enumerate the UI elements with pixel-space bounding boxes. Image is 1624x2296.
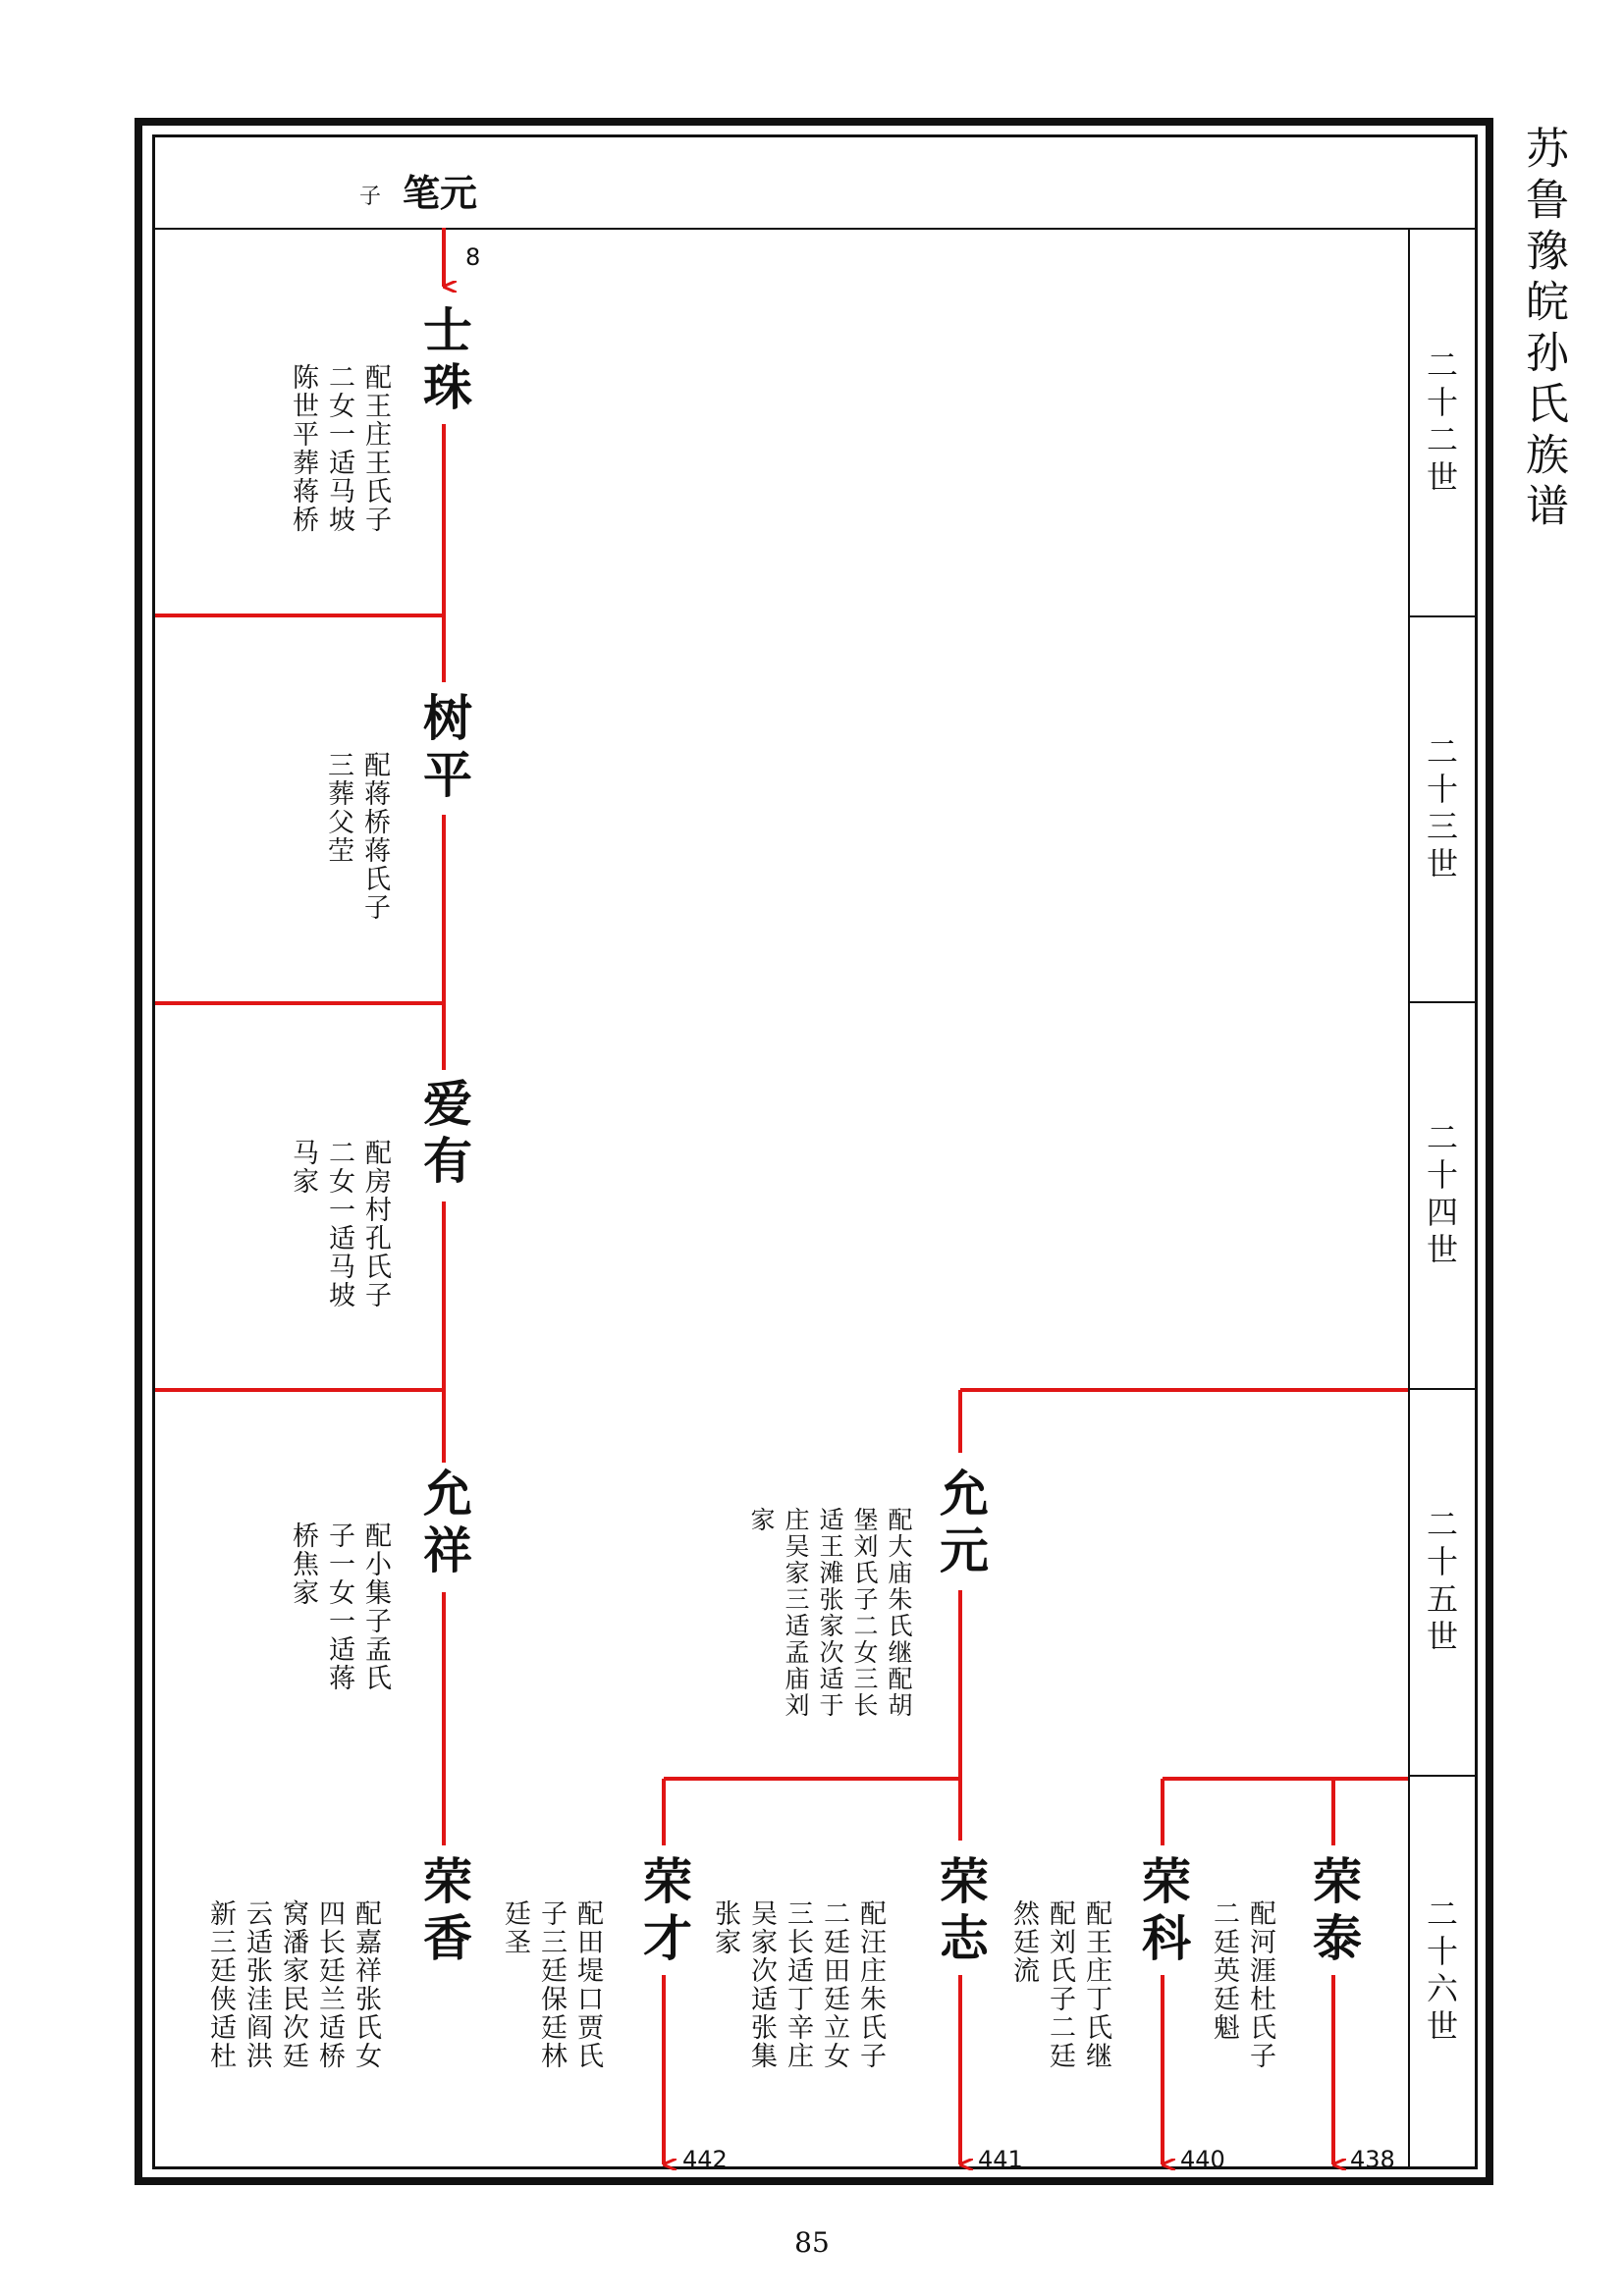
generation-label: 二十五世 — [1422, 1508, 1459, 1657]
page-ref-rongcai: 442 — [682, 2146, 728, 2173]
page-ref-rongke: 440 — [1180, 2146, 1225, 2173]
person-note: 配汪庄朱氏子 二廷田廷立女 三长适丁辛庄 吴家次适张集 张家 — [710, 1899, 886, 2070]
generation-label: 二十三世 — [1422, 734, 1459, 884]
page-ref-top: 8 — [465, 243, 481, 271]
person-note: 配小集子孟氏 子一女一适蒋 桥焦家 — [288, 1522, 391, 1692]
person-name: 荣泰 — [1305, 1855, 1363, 1969]
person-note: 配河涯杜氏子 二廷英廷魁 — [1209, 1899, 1275, 2070]
person-name: 爱有 — [415, 1078, 473, 1192]
person-name: 荣香 — [415, 1855, 473, 1969]
person-name: 荣科 — [1134, 1855, 1192, 1969]
person-name: 士珠 — [415, 304, 473, 418]
page-number: 85 — [794, 2226, 830, 2259]
person-note: 配王庄丁氏继 配刘氏子二廷 然廷流 — [1008, 1899, 1111, 2070]
person-name: 荣志 — [932, 1855, 990, 1969]
page-ref-rongzhi: 441 — [978, 2146, 1023, 2173]
person-note: 配蒋桥蒋氏子 三葬父茔 — [323, 751, 390, 922]
person-name: 允元 — [932, 1468, 990, 1581]
header-parent-name: 笔元 — [403, 171, 478, 215]
generation-label: 二十四世 — [1422, 1121, 1459, 1270]
book-title: 苏鲁豫皖孙氏族谱 — [1518, 126, 1568, 534]
generation-label: 二十六世 — [1422, 1897, 1459, 2047]
person-note: 配田堤口贾氏 子三廷保廷林 廷圣 — [500, 1899, 603, 2070]
person-note: 配王庄王氏子 二女一适马坡 陈世平葬蒋桥 — [288, 363, 391, 534]
header-zi-label: 子 — [359, 185, 382, 209]
person-name: 树平 — [415, 692, 473, 806]
page-ref-rongtai: 438 — [1350, 2146, 1395, 2173]
person-note: 配大庙朱氏继配胡 堡刘氏子二女三长 适王滩张家次适于 庄吴家三适孟庙刘 家 — [747, 1507, 913, 1719]
generation-label: 二十二世 — [1422, 348, 1459, 498]
person-note: 配嘉祥张氏女 四长廷兰适桥 窝潘家民次廷 云适张洼阎洪 新三廷侠适杜 — [205, 1899, 381, 2070]
person-note: 配房村孔氏子 二女一适马坡 马家 — [288, 1139, 391, 1309]
person-name: 允祥 — [415, 1468, 473, 1581]
person-name: 荣才 — [635, 1855, 693, 1969]
